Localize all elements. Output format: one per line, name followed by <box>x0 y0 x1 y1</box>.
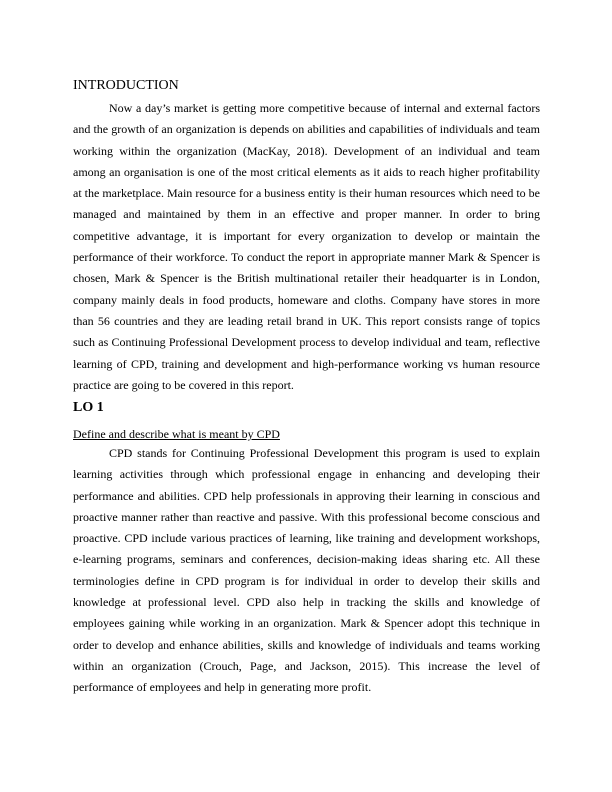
introduction-paragraph: Now a day’s market is getting more competitive because of internal and external factors and the growth of an organization is depends on abilities and capabilities of individuals and team working within the organization (MacKay, 2018). Development of an individual and team among an organisation is one of the most critical elements as it aids to reach higher profitability at the marketplace. Main resource for a business entity is their human resources which need to be managed and maintained by them in an effective and proper manner. In order to bring competitive advantage, it is important for every organization to develop or maintain the performance of their workforce. To conduct the report in appropriate manner Mark & Spencer is chosen, Mark & Spencer is the British multinational retailer their headquarter is in London, company mainly deals in food products, homeware and cloths. Company have stores in more than 56 countries and they are leading retail brand in UK. This report consists range of topics such as Continuing Professional Development process to develop individual and team, reflective learning of CPD, training and development and high-performance working vs human resource practice are going to be covered in this report. <box>73 101 540 392</box>
cpd-subheading: Define and describe what is meant by CPD <box>73 427 280 441</box>
cpd-paragraph: CPD stands for Continuing Professional Development this program is used to explain learning activities through which professional engage in enhancing and developing their performance and abilities. CPD help professionals in approving their learning in conscious and proactive manner rather than reactive and passive. With this professional become conscious and proactive. CPD include various practices of learning, like training and development workshops, e-learning programs, seminars and conferences, decision-making ideas sharing etc. All these terminologies define in CPD program is for individual in order to develop their skills and knowledge at professional level. CPD also help in tracking the skills and knowledge of employees gaining while working in an organization. Mark & Spencer adopt this technique in order to develop and enhance abilities, skills and knowledge of individuals and teams working within an organization (Crouch, Page, and Jackson, 2015). This increase the level of performance of employees and help in generating more profit. <box>73 446 540 695</box>
introduction-heading: INTRODUCTION <box>73 78 179 93</box>
lo1-heading: LO 1 <box>73 400 104 415</box>
